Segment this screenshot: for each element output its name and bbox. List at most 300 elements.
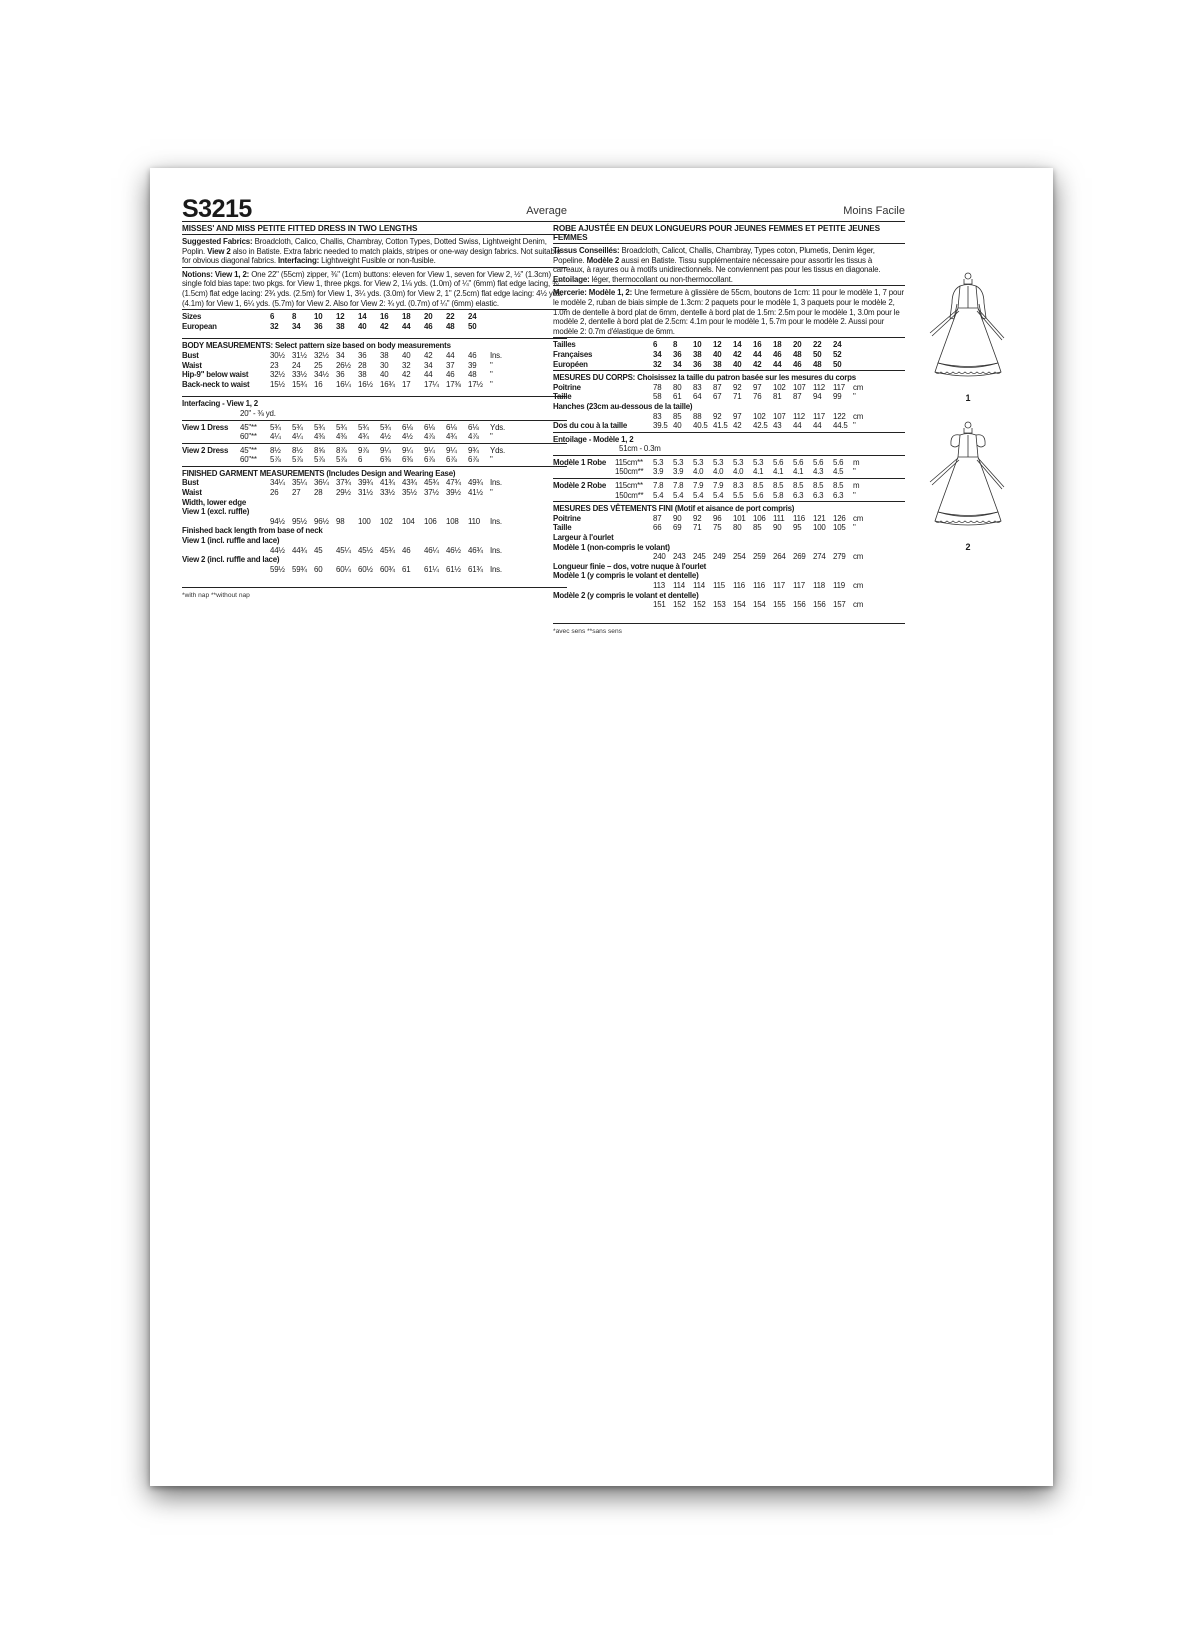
table-cell: 17⅜ xyxy=(446,379,461,389)
divider xyxy=(553,432,905,433)
table-cell: 46 xyxy=(773,349,782,359)
table-cell: 59¾ xyxy=(292,564,307,574)
table-cell: 156 xyxy=(793,600,806,610)
table-row xyxy=(553,514,863,524)
table-cell: 46 xyxy=(446,370,455,380)
back-view1-table xyxy=(182,546,502,556)
table-cell: 3.9 xyxy=(653,467,664,477)
table-cell: 113 xyxy=(653,581,665,590)
divider xyxy=(182,234,567,235)
table-cell: 254 xyxy=(733,552,746,562)
width-lower-edge-label: Width, lower edge xyxy=(182,497,247,507)
unit-cell: " xyxy=(853,392,856,402)
fabric-width: 150cm** xyxy=(615,467,644,477)
table-cell: 39 xyxy=(468,360,477,370)
table-cell: 106 xyxy=(424,516,437,526)
table-cell: 24 xyxy=(292,360,301,370)
table-cell: 12 xyxy=(713,340,722,350)
table-cell: 44½ xyxy=(270,545,285,555)
table-cell: 6.3 xyxy=(793,490,804,500)
table-cell: 75 xyxy=(713,523,722,533)
table-cell: 32½ xyxy=(314,350,329,360)
table-cell: 44 xyxy=(773,359,782,369)
table-cell: 44 xyxy=(446,350,455,360)
row-label: Modèle 2 Robe xyxy=(553,481,607,491)
table-cell: 58 xyxy=(653,392,662,402)
table-cell: 97 xyxy=(733,411,742,421)
longueur-m2-table xyxy=(553,600,863,610)
table-cell: 38 xyxy=(380,350,389,360)
table-cell: 7.9 xyxy=(693,481,704,491)
table-cell: 59½ xyxy=(270,564,285,574)
largeur-table xyxy=(553,552,863,562)
table-row xyxy=(182,423,505,433)
table-cell: 61 xyxy=(402,564,411,574)
table-cell: 5.3 xyxy=(673,457,684,467)
table-cell: 116 xyxy=(733,581,745,590)
unit-cell: " xyxy=(490,432,493,442)
modele2-table xyxy=(553,481,859,500)
table-cell: 45½ xyxy=(358,545,373,555)
notions-text-fr: Mercerie: Modèle 1, 2: Une fermeture à glissière de 55cm, boutons de 1cm: 11 pour le modèle 1, 7 pour le modèle 2, ruban de biais simple de 1.3cm: 2 paquets pour le modèle 1, 3 paquets pour le modèle 2, 1.0m de dentelle à bord plat de 6mm, dentelle à bord plat de 1.5m: 2.5m pour le modèle 1, 3.0m pour le modèle 2, dentelle à bord plat de 2.5cm: 4.1m pour le modèle 1, 5.7m pour le modèle 2. Aussi pour modèle 2: 0.7m d'élastique de 6mm. xyxy=(553,288,904,336)
fabric-width: 60"** xyxy=(240,455,257,465)
entoilage-row: 51cm - 0.3m xyxy=(619,444,661,454)
unit-cell: " xyxy=(853,467,856,477)
table-cell: 4¼ xyxy=(292,432,303,442)
table-cell: 5⅞ xyxy=(314,455,325,465)
table-cell: 5¾ xyxy=(358,422,369,432)
table-cell: 46¾ xyxy=(468,545,483,555)
dress-view-1-icon xyxy=(908,268,1028,388)
table-cell: 4½ xyxy=(380,432,391,442)
modele1-excl-label: Modèle 1 (non-compris le volant) xyxy=(553,542,670,552)
table-cell: 9¾ xyxy=(468,445,479,455)
table-cell: 24 xyxy=(833,340,842,350)
table-cell: 34½ xyxy=(314,370,329,380)
table-cell: 8½ xyxy=(270,445,281,455)
table-cell: 31½ xyxy=(292,350,307,360)
pattern-title-fr: ROBE AJUSTÉE EN DEUX LONGUEURS POUR JEUNES FEMMES ET PETITE JEUNES FEMMES xyxy=(553,224,881,242)
table-cell: 42.5 xyxy=(753,421,768,431)
table-cell: 42 xyxy=(733,349,742,359)
table-row xyxy=(182,351,502,361)
table-cell: 41¾ xyxy=(380,478,395,488)
table-cell: 8½ xyxy=(292,445,303,455)
table-cell: 94 xyxy=(813,392,822,402)
table-cell: 9¼ xyxy=(380,445,391,455)
table-cell: 37½ xyxy=(424,488,439,498)
row-label: View 2 Dress xyxy=(182,445,229,455)
table-cell: 117 xyxy=(833,382,845,392)
table-cell: 44 xyxy=(813,421,822,431)
table-row xyxy=(182,517,502,527)
english-tables xyxy=(182,312,567,599)
table-cell: 9⅞ xyxy=(358,445,369,455)
table-row xyxy=(553,467,859,477)
table-cell: 44 xyxy=(793,421,802,431)
divider xyxy=(182,420,567,421)
view1-excl-label: View 1 (excl. ruffle) xyxy=(182,507,250,517)
table-cell: 66 xyxy=(653,523,662,533)
table-cell: 5⅞ xyxy=(336,455,347,465)
table-row xyxy=(182,478,502,488)
table-cell: 34¼ xyxy=(270,478,285,488)
back-view2-label: View 2 (incl. ruffle and lace) xyxy=(182,555,280,565)
row-label: Européen xyxy=(553,359,588,369)
table-cell: 47¾ xyxy=(446,478,461,488)
table-cell: 29½ xyxy=(336,488,351,498)
table-cell: 5.4 xyxy=(713,490,724,500)
table-cell: 116 xyxy=(793,513,805,523)
unit-cell: cm xyxy=(853,552,864,562)
table-row xyxy=(553,383,863,393)
modele1-table xyxy=(553,458,859,477)
row-label: Tailles xyxy=(553,340,576,350)
table-cell: 126 xyxy=(833,513,846,523)
row-label: View 1 Dress xyxy=(182,422,229,432)
unit-cell: Yds. xyxy=(490,445,505,455)
unit-cell: " xyxy=(490,488,493,498)
table-cell: 4.1 xyxy=(753,467,764,477)
view-number-1: 1 xyxy=(965,393,971,403)
table-cell: 85 xyxy=(753,523,762,533)
table-cell: 96 xyxy=(713,513,722,523)
table-cell: 49¾ xyxy=(468,478,483,488)
table-cell: 157 xyxy=(833,600,846,610)
table-cell: 279 xyxy=(833,552,846,562)
table-cell: 50 xyxy=(468,321,477,331)
table-cell: 9¼ xyxy=(402,445,413,455)
unit-cell: m xyxy=(853,457,860,467)
table-cell: 41½ xyxy=(468,488,483,498)
table-cell: 39½ xyxy=(446,488,461,498)
mesures-vetements-table xyxy=(553,514,863,533)
table-cell: 5.3 xyxy=(653,457,664,467)
table-cell: 16 xyxy=(314,379,323,389)
table-cell: 48 xyxy=(793,349,802,359)
table-cell: 245 xyxy=(693,552,706,562)
table-cell: 15¾ xyxy=(292,379,307,389)
table-cell: 32 xyxy=(402,360,411,370)
table-cell: 43¾ xyxy=(402,478,417,488)
table-cell: 27 xyxy=(292,488,301,498)
table-cell: 8 xyxy=(673,340,678,350)
table-cell: 40.5 xyxy=(693,421,708,431)
table-cell: 43 xyxy=(773,421,782,431)
entoilage-title: Entoilage - Modèle 1, 2 xyxy=(553,434,634,444)
table-cell: 22 xyxy=(446,312,455,322)
row-label: Poitrine xyxy=(553,382,581,392)
table-cell: 40 xyxy=(358,321,367,331)
table-cell: 6⅞ xyxy=(446,455,457,465)
table-cell: 28 xyxy=(314,488,323,498)
table-cell: 112 xyxy=(793,411,805,421)
table-row xyxy=(182,322,490,332)
table-cell: 4⅜ xyxy=(336,432,347,442)
row-label xyxy=(553,491,615,501)
table-cell: 87 xyxy=(713,382,722,392)
table-cell: 92 xyxy=(693,513,702,523)
table-cell: 35½ xyxy=(402,488,417,498)
row-label: European xyxy=(182,321,217,331)
table-cell: 76 xyxy=(753,392,762,402)
table-row xyxy=(553,340,853,350)
row-label xyxy=(182,432,240,442)
table-cell: 16 xyxy=(380,312,389,322)
table-cell: 8.5 xyxy=(813,481,824,491)
back-length-label: Finished back length from base of neck xyxy=(182,526,323,536)
table-cell: 5¾ xyxy=(380,422,391,432)
table-cell: 5.6 xyxy=(813,457,824,467)
table-cell: 44 xyxy=(753,349,762,359)
table-cell: 4⅞ xyxy=(468,432,479,442)
row-label xyxy=(553,552,653,562)
table-cell: 117 xyxy=(793,581,805,590)
fabric-width: 45"** xyxy=(240,445,257,455)
spacer xyxy=(182,574,567,586)
table-cell: 104 xyxy=(402,516,415,526)
table-cell: 5¾ xyxy=(336,422,347,432)
table-cell: 5.3 xyxy=(713,457,724,467)
table-cell: 17 xyxy=(402,379,411,389)
table-cell: 6 xyxy=(653,340,658,350)
table-cell: 264 xyxy=(773,552,786,562)
table-row xyxy=(553,600,863,610)
table-cell: 42 xyxy=(424,350,433,360)
pattern-sheet xyxy=(150,168,1053,1486)
table-row xyxy=(182,455,505,465)
view1-table xyxy=(182,423,505,442)
table-cell: 18 xyxy=(773,340,782,350)
table-cell: 5⅞ xyxy=(292,455,303,465)
table-row xyxy=(182,565,502,575)
table-cell: 33½ xyxy=(292,370,307,380)
table-cell: 9¼ xyxy=(424,445,435,455)
table-cell: 46 xyxy=(793,359,802,369)
table-cell: 24 xyxy=(468,312,477,322)
table-cell: 48 xyxy=(468,370,477,380)
table-cell: 60½ xyxy=(358,564,373,574)
table-cell: 8 xyxy=(292,312,297,322)
table-cell: 17½ xyxy=(468,379,483,389)
table-cell: 39.5 xyxy=(653,421,668,431)
table-cell: 95½ xyxy=(292,516,307,526)
table-cell: 36 xyxy=(336,370,345,380)
table-cell: 5.6 xyxy=(773,457,784,467)
table-cell: 61½ xyxy=(446,564,461,574)
longueur-m1-table xyxy=(553,581,863,591)
table-cell: 88 xyxy=(693,411,702,421)
row-label: Bust xyxy=(182,478,199,488)
divider xyxy=(182,587,567,588)
table-cell: 44 xyxy=(424,370,433,380)
table-cell: 71 xyxy=(733,392,742,402)
table-cell: 5⅞ xyxy=(270,455,281,465)
body-measurements-title: BODY MEASUREMENTS: Select pattern size based on body measurements xyxy=(182,341,451,351)
table-cell: 4.1 xyxy=(773,467,784,477)
divider xyxy=(182,267,567,268)
table-row xyxy=(182,380,502,390)
table-cell: 5.3 xyxy=(733,457,744,467)
table-cell: 155 xyxy=(773,600,786,610)
sizes-table xyxy=(182,312,490,331)
table-cell: 36¼ xyxy=(314,478,329,488)
table-cell: 154 xyxy=(733,600,746,610)
table-cell: 42 xyxy=(733,421,742,431)
table-cell: 78 xyxy=(653,382,662,392)
table-cell: 107 xyxy=(773,411,786,421)
row-label: Poitrine xyxy=(553,513,581,523)
table-cell: 5.4 xyxy=(653,490,664,500)
table-cell: 32 xyxy=(653,359,662,369)
table-cell: 36 xyxy=(673,349,682,359)
unit-cell: cm xyxy=(853,382,864,392)
table-cell: 8.5 xyxy=(773,481,784,491)
table-cell: 6⅞ xyxy=(424,455,435,465)
table-cell: 5.6 xyxy=(833,457,844,467)
table-cell: 52 xyxy=(833,349,842,359)
table-cell: 45¾ xyxy=(424,478,439,488)
back-view2-table xyxy=(182,565,502,575)
table-cell: 33½ xyxy=(380,488,395,498)
table-cell: 28 xyxy=(358,360,367,370)
table-cell: 9¼ xyxy=(446,445,457,455)
table-cell: 5¾ xyxy=(314,422,325,432)
table-cell: 5.6 xyxy=(753,490,764,500)
table-cell: 46 xyxy=(402,545,411,555)
table-cell: 46½ xyxy=(446,545,461,555)
table-cell: 5.5 xyxy=(733,490,744,500)
row-label: Sizes xyxy=(182,312,202,322)
finished-table xyxy=(182,478,502,497)
footnote: *with nap **without nap xyxy=(182,592,250,600)
table-cell: 42 xyxy=(402,370,411,380)
table-cell: 152 xyxy=(673,600,686,610)
fabric-width: 60"** xyxy=(240,432,257,442)
fabric-width: 45"** xyxy=(240,422,257,432)
divider xyxy=(553,478,905,479)
row-label xyxy=(182,517,270,527)
table-cell: 111 xyxy=(773,513,785,523)
table-cell: 12 xyxy=(336,312,345,322)
table-cell: 35¼ xyxy=(292,478,307,488)
table-cell: 5.8 xyxy=(773,490,784,500)
table-cell: 249 xyxy=(713,552,726,562)
table-cell: 5.3 xyxy=(753,457,764,467)
table-cell: 20 xyxy=(424,312,433,322)
table-cell: 269 xyxy=(793,552,806,562)
table-cell: 153 xyxy=(713,600,726,610)
table-cell: 87 xyxy=(653,513,662,523)
table-cell: 90 xyxy=(673,513,682,523)
table-cell: 99 xyxy=(833,392,842,402)
table-cell: 38 xyxy=(693,349,702,359)
table-cell: 60¼ xyxy=(336,564,351,574)
divider xyxy=(553,243,905,244)
table-cell: 6.3 xyxy=(833,490,844,500)
table-cell: 61 xyxy=(673,392,682,402)
unit-cell: cm xyxy=(853,600,864,610)
row-label xyxy=(553,412,653,422)
table-cell: 92 xyxy=(713,411,722,421)
table-row xyxy=(553,581,863,591)
row-label xyxy=(182,455,240,465)
table-cell: 38 xyxy=(358,370,367,380)
row-label: Hip-9" below waist xyxy=(182,370,249,380)
table-cell: 4¼ xyxy=(270,432,281,442)
table-cell: 42 xyxy=(753,359,762,369)
table-cell: 4⅜ xyxy=(314,432,325,442)
table-cell: 16 xyxy=(753,340,762,350)
table-cell: 16¼ xyxy=(336,379,351,389)
table-cell: 83 xyxy=(693,382,702,392)
table-row xyxy=(553,392,863,402)
table-cell: 101 xyxy=(733,513,746,523)
table-cell: 40 xyxy=(733,359,742,369)
unit-cell: Ins. xyxy=(490,478,502,488)
interfacing-row: 20" - ⅜ yd. xyxy=(240,408,276,418)
table-cell: 117 xyxy=(773,581,785,590)
table-row xyxy=(553,350,853,360)
table-cell: 8.3 xyxy=(733,481,744,491)
unit-cell: " xyxy=(490,455,493,465)
table-row xyxy=(553,412,863,422)
view-number-2: 2 xyxy=(965,542,971,552)
divider xyxy=(182,309,567,310)
table-cell: 274 xyxy=(813,552,826,562)
pattern-code: S3215 xyxy=(182,195,252,223)
table-cell: 98 xyxy=(336,516,345,526)
table-cell: 7.8 xyxy=(673,481,684,491)
table-cell: 34 xyxy=(424,360,433,370)
row-label xyxy=(553,600,653,610)
table-cell: 50 xyxy=(813,349,822,359)
table-cell: 16¾ xyxy=(380,379,395,389)
table-cell: 94½ xyxy=(270,516,285,526)
divider xyxy=(182,466,567,467)
table-cell: 6⅜ xyxy=(402,455,413,465)
table-cell: 6⅛ xyxy=(468,422,479,432)
row-label: Modèle 1 Robe xyxy=(553,457,607,467)
row-label xyxy=(182,565,270,575)
table-cell: 102 xyxy=(380,516,393,526)
row-label: Taille xyxy=(553,392,572,402)
table-cell: 90 xyxy=(773,523,782,533)
unit-cell: " xyxy=(853,523,856,533)
row-label xyxy=(553,581,653,591)
fabric-width: 115cm** xyxy=(615,457,643,467)
table-cell: 36 xyxy=(314,321,323,331)
table-cell: 38 xyxy=(713,359,722,369)
table-cell: 116 xyxy=(753,581,765,590)
table-cell: 30 xyxy=(380,360,389,370)
table-row xyxy=(182,488,502,498)
table-cell: 118 xyxy=(813,581,825,590)
table-cell: 7.9 xyxy=(713,481,724,491)
table-cell: 36 xyxy=(358,350,367,360)
table-cell: 61¼ xyxy=(424,564,439,574)
table-cell: 46 xyxy=(424,321,433,331)
difficulty-level-fr: Moins Facile xyxy=(843,205,905,217)
english-column xyxy=(182,195,567,600)
table-cell: 7.8 xyxy=(653,481,664,491)
table-cell: 40 xyxy=(402,350,411,360)
divider xyxy=(182,396,567,397)
table-cell: 4.0 xyxy=(713,467,724,477)
table-cell: 114 xyxy=(673,581,685,590)
table-cell: 3.9 xyxy=(673,467,684,477)
table-cell: 34 xyxy=(292,321,301,331)
